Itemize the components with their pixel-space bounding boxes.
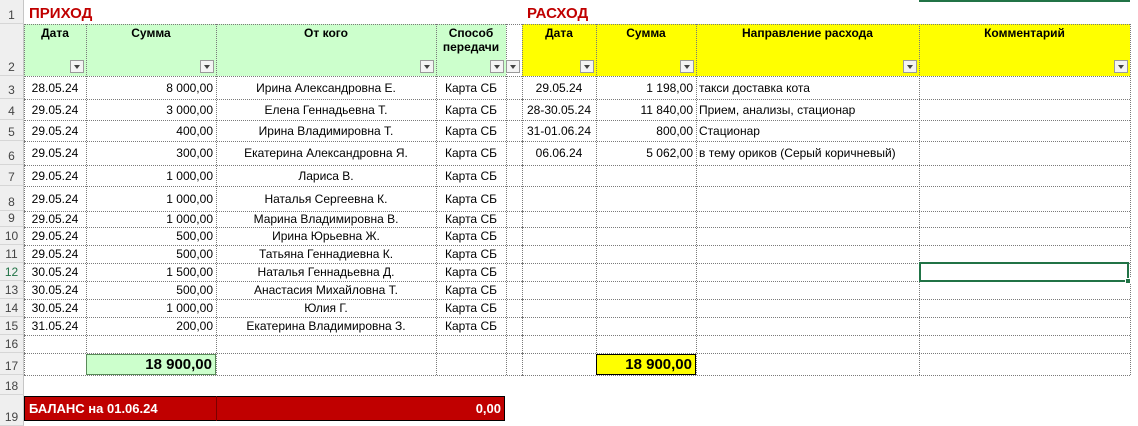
expense-cell-direction[interactable]: в тему ориков (Серый коричневый) xyxy=(699,146,896,160)
income-cell-date[interactable]: 29.05.24 xyxy=(31,229,79,243)
income-cell-method[interactable]: Карта СБ xyxy=(445,247,497,261)
income-cell-sum[interactable]: 500,00 xyxy=(176,283,213,297)
row-header[interactable]: 3 xyxy=(0,76,24,99)
income-cell-method[interactable]: Карта СБ xyxy=(445,123,497,138)
income-cell-sum[interactable]: 1 000,00 xyxy=(166,301,213,315)
income-cell-from[interactable]: Екатерина Владимировна З. xyxy=(246,319,406,333)
filter-dropdown-icon[interactable] xyxy=(200,60,214,73)
income-cell-method[interactable]: Карта СБ xyxy=(445,229,497,243)
filter-dropdown-icon[interactable] xyxy=(680,60,694,73)
filter-dropdown-icon[interactable] xyxy=(490,60,504,73)
expense-cell-date[interactable]: 28-30.05.24 xyxy=(526,102,592,117)
grid-line xyxy=(24,335,522,336)
grid-line xyxy=(522,227,1130,228)
income-cell-sum[interactable]: 200,00 xyxy=(176,319,213,333)
income-cell-date[interactable]: 29.05.24 xyxy=(31,102,79,117)
expense-header-direction: Направление расхода xyxy=(742,26,873,40)
expense-cell-direction[interactable]: Прием, анализы, стационар xyxy=(699,102,856,117)
income-cell-method[interactable]: Карта СБ xyxy=(445,191,497,206)
income-cell-sum[interactable]: 500,00 xyxy=(176,247,213,261)
income-title: ПРИХОД xyxy=(29,4,93,22)
income-cell-from[interactable]: Анастасия Михайловна Т. xyxy=(254,283,398,297)
expense-total[interactable]: 18 900,00 xyxy=(596,354,696,375)
row-header[interactable]: 15 xyxy=(0,317,24,335)
row-header[interactable]: 9 xyxy=(0,211,24,227)
income-cell-method[interactable]: Карта СБ xyxy=(445,319,497,333)
grid-line xyxy=(522,375,1130,376)
filter-dropdown-icon[interactable] xyxy=(70,60,84,73)
income-cell-method[interactable]: Карта СБ xyxy=(445,168,497,183)
expense-cell-comment[interactable] xyxy=(919,141,1130,165)
filter-dropdown-icon[interactable] xyxy=(420,60,434,73)
row-header[interactable]: 17 xyxy=(0,353,24,375)
income-cell-from[interactable]: Марина Владимировна В. xyxy=(253,212,399,226)
income-cell-from[interactable]: Лариса В. xyxy=(298,168,354,183)
income-cell-date[interactable]: 29.05.24 xyxy=(31,191,79,206)
expense-cell-sum[interactable]: 1 198,00 xyxy=(646,80,693,95)
column-selection-indicator xyxy=(919,0,1130,2)
income-cell-from[interactable]: Татьяна Геннадиевна К. xyxy=(258,247,394,261)
row-header[interactable]: 19 xyxy=(0,395,24,426)
expense-title: РАСХОД xyxy=(527,4,589,22)
grid-line xyxy=(522,245,1130,246)
income-total[interactable]: 18 900,00 xyxy=(86,354,216,375)
expense-cell-date[interactable]: 29.05.24 xyxy=(535,80,583,95)
income-cell-date[interactable]: 28.05.24 xyxy=(31,80,79,95)
expense-cell-comment[interactable] xyxy=(919,120,1130,141)
expense-header-date: Дата xyxy=(545,26,573,40)
row-header[interactable]: 10 xyxy=(0,227,24,245)
income-cell-method[interactable]: Карта СБ xyxy=(445,80,497,95)
row-header[interactable]: 7 xyxy=(0,165,24,186)
row-header[interactable]: 16 xyxy=(0,335,24,353)
income-cell-from[interactable]: Елена Геннадьевна Т. xyxy=(264,102,388,117)
income-header-date: Дата xyxy=(41,26,69,40)
filter-dropdown-icon[interactable] xyxy=(506,60,520,73)
income-cell-sum[interactable]: 8 000,00 xyxy=(166,80,213,95)
expense-cell-direction[interactable]: Стационар xyxy=(699,123,760,138)
income-cell-sum[interactable]: 1 000,00 xyxy=(166,212,213,226)
balance-value[interactable]: 0,00 xyxy=(475,400,501,416)
row-header[interactable]: 18 xyxy=(0,375,24,395)
row-header[interactable]: 12 xyxy=(0,263,24,281)
row-header[interactable]: 8 xyxy=(0,186,24,211)
income-cell-from[interactable]: Наталья Геннадьевна Д. xyxy=(257,265,395,279)
income-cell-method[interactable]: Карта СБ xyxy=(445,146,497,160)
income-cell-from[interactable]: Наталья Сергеевна К. xyxy=(264,191,388,206)
income-cell-date[interactable]: 29.05.24 xyxy=(31,212,79,226)
expense-cell-direction[interactable]: такси доставка кота xyxy=(699,80,810,95)
filter-dropdown-icon[interactable] xyxy=(903,60,917,73)
expense-cell-comment[interactable] xyxy=(919,76,1130,99)
income-cell-from[interactable]: Ирина Александровна Е. xyxy=(256,80,396,95)
income-cell-from[interactable]: Екатерина Александровна Я. xyxy=(244,146,408,160)
income-cell-method[interactable]: Карта СБ xyxy=(445,212,497,226)
grid-line xyxy=(522,211,1130,212)
filter-dropdown-icon[interactable] xyxy=(1114,60,1128,73)
expense-cell-sum[interactable]: 11 840,00 xyxy=(640,102,693,117)
selected-cell[interactable] xyxy=(919,262,1129,282)
income-cell-method[interactable]: Карта СБ xyxy=(445,102,497,117)
balance-divider xyxy=(216,396,217,421)
income-cell-sum[interactable]: 300,00 xyxy=(176,146,213,160)
income-cell-date[interactable]: 29.05.24 xyxy=(31,168,79,183)
income-header-sum: Сумма xyxy=(131,26,171,40)
filter-dropdown-icon[interactable] xyxy=(580,60,594,73)
income-header-method: Способ передачи xyxy=(442,26,500,54)
income-cell-method[interactable]: Карта СБ xyxy=(445,283,497,297)
income-cell-method[interactable]: Карта СБ xyxy=(445,301,497,315)
expense-cell-comment[interactable] xyxy=(919,99,1130,120)
income-cell-from[interactable]: Ирина Юрьевна Ж. xyxy=(272,229,380,243)
income-cell-sum[interactable]: 1 000,00 xyxy=(166,168,213,183)
row-header[interactable]: 2 xyxy=(0,24,24,76)
row-header[interactable]: 6 xyxy=(0,141,24,165)
income-cell-date[interactable]: 31.05.24 xyxy=(31,319,79,333)
row-header[interactable]: 5 xyxy=(0,120,24,141)
expense-header-comment: Комментарий xyxy=(984,26,1065,40)
expense-cell-sum[interactable]: 5 062,00 xyxy=(646,146,693,160)
income-cell-date[interactable]: 30.05.24 xyxy=(31,265,79,279)
balance-label[interactable]: БАЛАНС на 01.06.24 xyxy=(29,400,158,416)
income-cell-sum[interactable]: 1 500,00 xyxy=(166,265,213,279)
row-header[interactable]: 4 xyxy=(0,99,24,120)
grid-line xyxy=(522,186,1130,187)
income-cell-from[interactable]: Ирина Владимировна Т. xyxy=(258,123,394,138)
expense-cell-sum[interactable]: 800,00 xyxy=(656,123,693,138)
expense-cell-date[interactable]: 06.06.24 xyxy=(535,146,583,160)
income-cell-date[interactable]: 30.05.24 xyxy=(31,301,79,315)
income-cell-from[interactable]: Юлия Г. xyxy=(304,301,348,315)
grid-line xyxy=(522,299,1130,300)
fill-handle[interactable] xyxy=(1125,278,1131,284)
grid-line xyxy=(522,335,1130,336)
income-cell-date[interactable]: 30.05.24 xyxy=(31,283,79,297)
income-cell-sum[interactable]: 1 000,00 xyxy=(166,191,213,206)
income-header-from: От кого xyxy=(304,26,348,40)
expense-header-sum: Сумма xyxy=(626,26,666,40)
grid-line xyxy=(1130,24,1131,375)
income-cell-sum[interactable]: 3 000,00 xyxy=(166,102,213,117)
income-cell-sum[interactable]: 500,00 xyxy=(176,229,213,243)
income-cell-method[interactable]: Карта СБ xyxy=(445,265,497,279)
grid-line xyxy=(24,375,522,376)
row-header[interactable]: 11 xyxy=(0,245,24,263)
row-header[interactable]: 13 xyxy=(0,281,24,299)
income-cell-date[interactable]: 29.05.24 xyxy=(31,247,79,261)
income-cell-date[interactable]: 29.05.24 xyxy=(31,123,79,138)
grid-line xyxy=(522,317,1130,318)
expense-cell-date[interactable]: 31-01.06.24 xyxy=(526,123,592,138)
grid-line xyxy=(506,24,507,375)
grid-line xyxy=(522,165,1130,166)
income-cell-date[interactable]: 29.05.24 xyxy=(31,146,79,160)
row-header[interactable]: 14 xyxy=(0,299,24,317)
row-header[interactable]: 1 xyxy=(0,0,24,24)
income-cell-sum[interactable]: 400,00 xyxy=(176,123,213,138)
